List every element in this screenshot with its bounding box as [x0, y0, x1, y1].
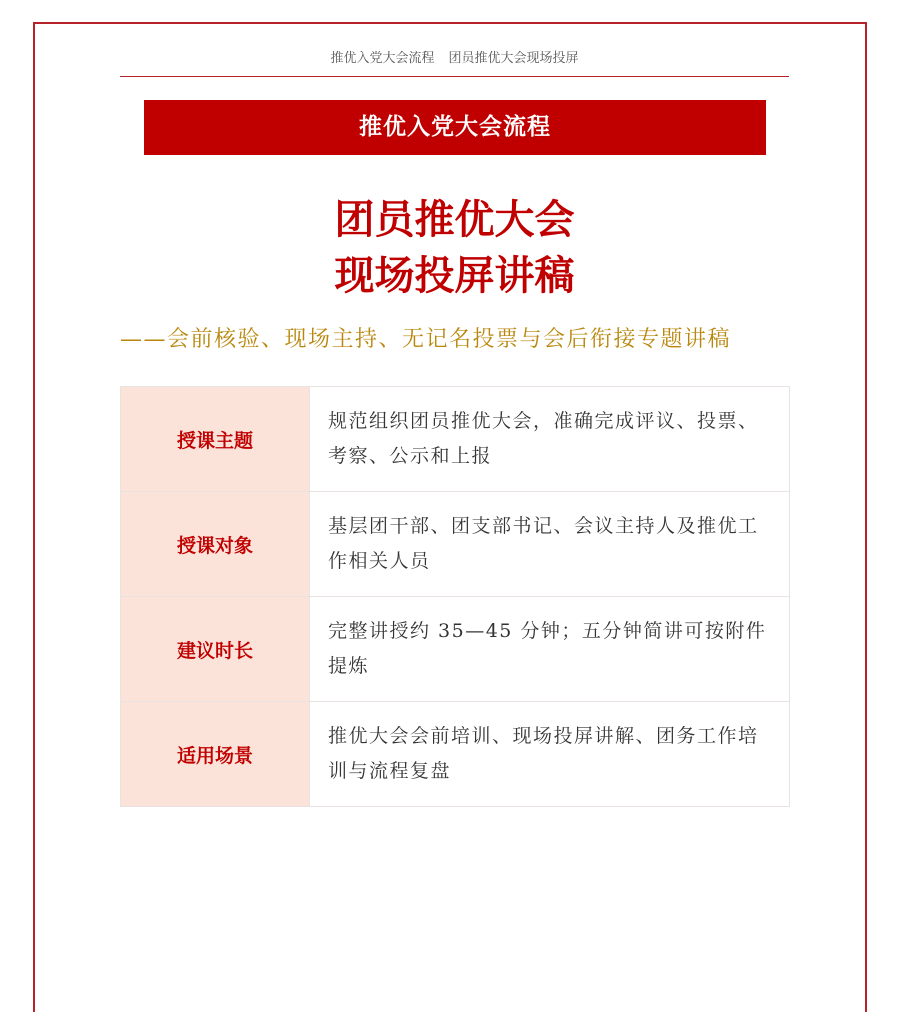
row-value: 完整讲授约 35—45 分钟；五分钟简讲可按附件提炼 — [310, 597, 790, 702]
table-row — [121, 702, 790, 807]
running-header-part1: 推优入党大会流程 — [330, 51, 435, 66]
page-title-line2: 现场投屏讲稿 — [334, 252, 575, 299]
table-row — [121, 597, 790, 702]
row-label: 适用场景 — [121, 702, 310, 807]
table-row — [121, 387, 790, 492]
row-value: 推优大会会前培训、现场投屏讲解、团务工作培训与流程复盘 — [310, 702, 790, 807]
section-banner: 推优入党大会流程 — [144, 100, 766, 155]
running-header — [120, 48, 789, 77]
row-label: 建议时长 — [121, 597, 310, 702]
row-label: 授课主题 — [121, 387, 310, 492]
page-title — [120, 192, 789, 304]
course-info-table — [120, 386, 790, 807]
page-title-line1: 团员推优大会 — [334, 196, 575, 243]
table-row — [121, 492, 790, 597]
row-value: 规范组织团员推优大会，准确完成评议、投票、考察、公示和上报 — [310, 387, 790, 492]
row-value: 基层团干部、团支部书记、会议主持人及推优工作相关人员 — [310, 492, 790, 597]
running-header-part2: 团员推优大会现场投屏 — [448, 51, 579, 66]
page-subtitle: ——会前核验、现场主持、无记名投票与会后衔接专题讲稿 — [120, 327, 732, 352]
row-label: 授课对象 — [121, 492, 310, 597]
